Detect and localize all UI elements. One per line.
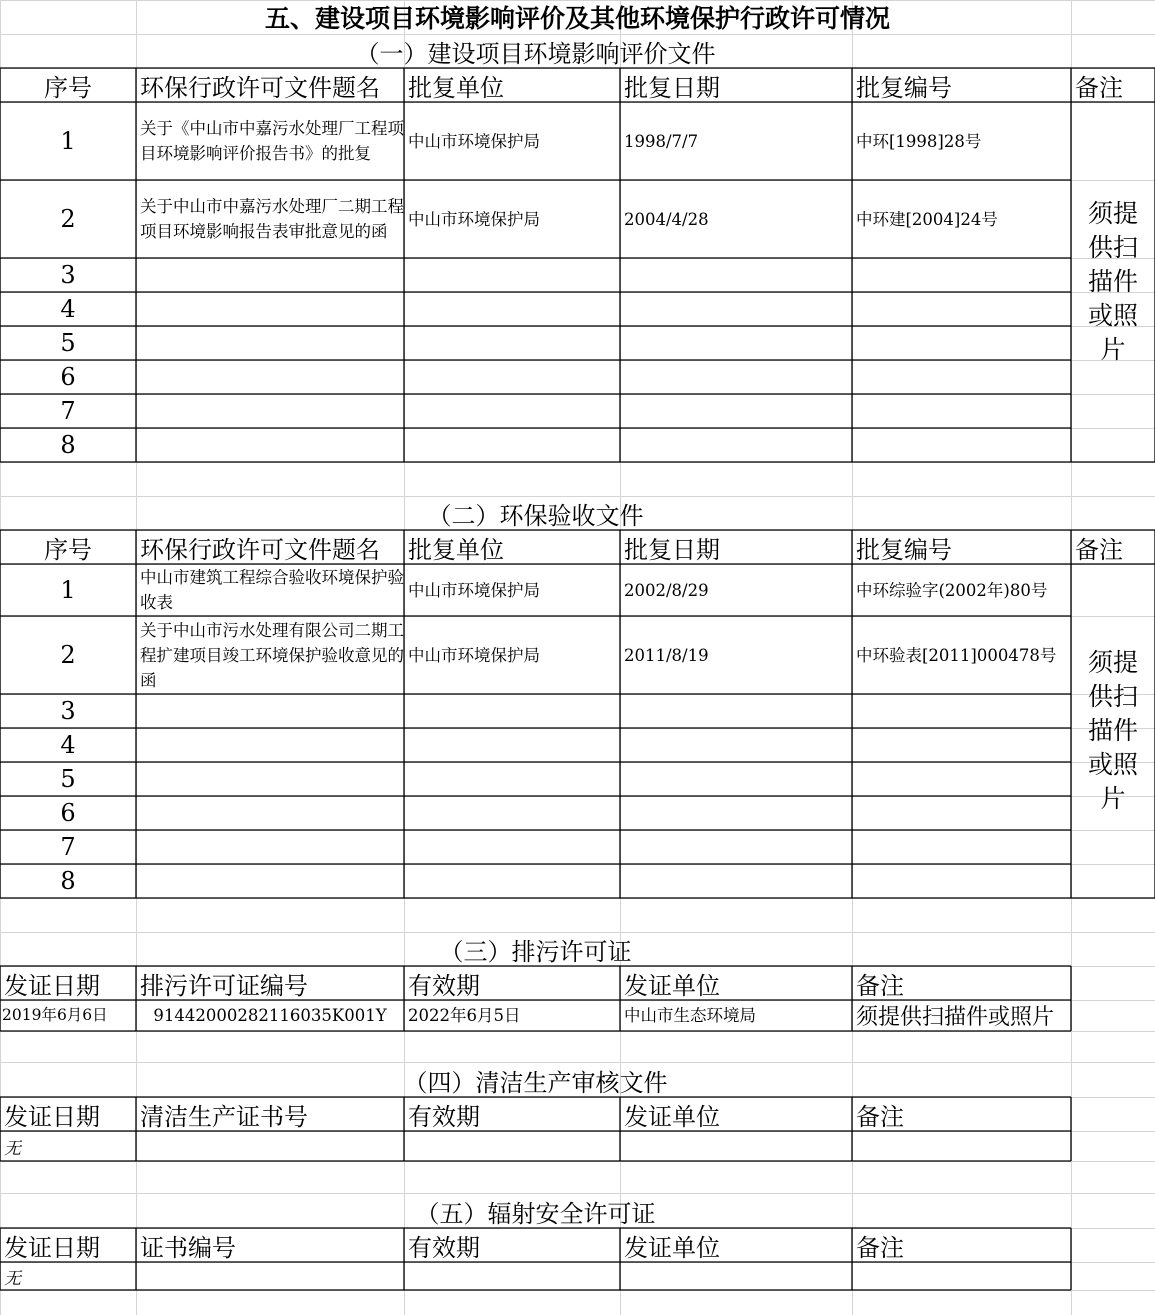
date-cell — [620, 830, 852, 864]
row-number: 5 — [60, 329, 76, 357]
value-cell — [620, 1131, 852, 1161]
date-cell — [620, 796, 852, 830]
issuer-cell — [404, 694, 620, 728]
date-cell: 2004/4/28 — [624, 209, 709, 229]
document-title-cell — [136, 864, 404, 898]
section2-title: （二）环保验收文件 — [427, 501, 644, 530]
value-cell — [852, 1131, 1071, 1161]
header-cell: 有效期 — [408, 1102, 480, 1131]
value-cell: 中山市生态环境局 — [624, 1006, 756, 1025]
header-cell: 备注 — [856, 971, 904, 1000]
header-cell: 批复日期 — [624, 73, 720, 102]
issuer-cell — [404, 728, 620, 762]
header-cell: 发证单位 — [624, 1102, 720, 1131]
header-cell: 备注 — [1075, 73, 1123, 102]
header-cell: 环保行政许可文件题名 — [140, 535, 380, 564]
section5-title: （五）辐射安全许可证 — [415, 1199, 656, 1228]
document-title-cell — [136, 728, 404, 762]
section3-title: （三）排污许可证 — [439, 937, 632, 966]
number-cell — [852, 864, 1071, 898]
issuer-cell — [404, 394, 620, 428]
value-cell — [852, 1262, 1071, 1290]
document-title-cell — [136, 394, 404, 428]
value-cell — [404, 1131, 620, 1161]
header-cell: 批复编号 — [856, 73, 952, 102]
header-cell: 证书编号 — [140, 1233, 236, 1262]
row-number: 7 — [60, 397, 76, 425]
header-cell: 批复日期 — [624, 535, 720, 564]
issuer-cell: 中山市环境保护局 — [408, 209, 540, 229]
row-number: 1 — [60, 127, 76, 155]
issuer-cell — [404, 292, 620, 326]
row-number: 3 — [60, 261, 76, 289]
header-cell: 序号 — [44, 73, 92, 102]
date-cell — [620, 762, 852, 796]
header-cell: 批复单位 — [408, 535, 504, 564]
issuer-cell: 中山市环境保护局 — [408, 645, 540, 665]
document-title-cell — [136, 694, 404, 728]
row-number: 5 — [60, 765, 76, 793]
value-cell: 2022年6月5日 — [408, 1006, 521, 1025]
date-cell — [620, 428, 852, 462]
header-cell: 备注 — [856, 1102, 904, 1131]
issuer-cell — [404, 258, 620, 292]
row-number: 8 — [60, 867, 76, 895]
row-number: 6 — [60, 363, 76, 391]
number-cell — [852, 326, 1071, 360]
issuer-cell — [404, 360, 620, 394]
date-cell: 1998/7/7 — [624, 131, 699, 151]
value-cell: 无 — [4, 1138, 21, 1159]
number-cell: 中环[1998]28号 — [856, 131, 982, 151]
document-title-cell — [136, 360, 404, 394]
row-number: 4 — [60, 295, 76, 323]
document-title-cell — [136, 326, 404, 360]
date-cell: 2011/8/19 — [624, 645, 709, 665]
row-number: 1 — [60, 576, 76, 604]
issuer-cell: 中山市环境保护局 — [408, 580, 540, 600]
header-cell: 备注 — [1075, 535, 1123, 564]
number-cell — [852, 728, 1071, 762]
number-cell — [852, 394, 1071, 428]
section1-title: （一）建设项目环境影响评价文件 — [355, 39, 716, 68]
header-cell: 序号 — [44, 535, 92, 564]
header-cell: 发证单位 — [624, 1233, 720, 1262]
document-title-cell — [136, 796, 404, 830]
value-cell — [404, 1262, 620, 1290]
row-number: 7 — [60, 833, 76, 861]
number-cell — [852, 830, 1071, 864]
value-cell — [620, 1262, 852, 1290]
document-title-cell — [136, 258, 404, 292]
header-cell: 批复编号 — [856, 535, 952, 564]
document-title-cell — [136, 762, 404, 796]
number-cell — [852, 360, 1071, 394]
header-cell: 清洁生产证书号 — [140, 1102, 308, 1131]
document-title-cell: 中山市建筑工程综合验收环境保护验收表 — [140, 568, 404, 612]
date-cell — [620, 360, 852, 394]
value-cell: 91442000282116035K001Y — [153, 1006, 387, 1025]
header-cell: 环保行政许可文件题名 — [140, 73, 380, 102]
number-cell — [852, 694, 1071, 728]
row-number: 8 — [60, 431, 76, 459]
number-cell — [852, 762, 1071, 796]
row-number: 3 — [60, 697, 76, 725]
issuer-cell — [404, 864, 620, 898]
row-number: 6 — [60, 799, 76, 827]
number-cell: 中环验表[2011]000478号 — [856, 645, 1057, 665]
date-cell: 2002/8/29 — [624, 580, 709, 600]
number-cell: 中环建[2004]24号 — [856, 209, 998, 229]
document-title-cell — [136, 292, 404, 326]
section4-title: （四）清洁生产审核文件 — [403, 1068, 668, 1097]
value-cell: 2019年6月6日 — [2, 1006, 108, 1024]
issuer-cell — [404, 428, 620, 462]
issuer-cell: 中山市环境保护局 — [408, 131, 540, 151]
number-cell — [852, 796, 1071, 830]
value-cell — [136, 1131, 404, 1161]
row-number: 2 — [60, 641, 76, 669]
number-cell: 中环综验字(2002年)80号 — [856, 580, 1048, 600]
date-cell — [620, 258, 852, 292]
header-cell: 发证日期 — [4, 1233, 100, 1262]
number-cell — [852, 258, 1071, 292]
document-title-cell: 关于中山市污水处理有限公司二期工程扩建项目竣工环境保护验收意见的函 — [140, 620, 404, 690]
value-cell — [136, 1262, 404, 1290]
header-cell: 发证日期 — [4, 971, 100, 1000]
document-title-cell: 关于中山市中嘉污水处理厂二期工程项目环境影响报告表审批意见的函 — [140, 197, 404, 241]
issuer-cell — [404, 796, 620, 830]
header-cell: 有效期 — [408, 971, 480, 1000]
issuer-cell — [404, 762, 620, 796]
value-cell: 无 — [4, 1268, 21, 1289]
number-cell — [852, 428, 1071, 462]
document-title-cell: 关于《中山市中嘉污水处理厂工程项目环境影响评价报告书》的批复 — [140, 119, 404, 163]
date-cell — [620, 728, 852, 762]
header-cell: 发证日期 — [4, 1102, 100, 1131]
number-cell — [852, 292, 1071, 326]
date-cell — [620, 326, 852, 360]
document-title-cell — [136, 428, 404, 462]
header-cell: 批复单位 — [408, 73, 504, 102]
date-cell — [620, 694, 852, 728]
remark-cell: 须提供扫描件或照片 — [1087, 199, 1138, 364]
date-cell — [620, 394, 852, 428]
issuer-cell — [404, 326, 620, 360]
date-cell — [620, 292, 852, 326]
issuer-cell — [404, 830, 620, 864]
date-cell — [620, 864, 852, 898]
row-number: 2 — [60, 205, 76, 233]
row-number: 4 — [60, 731, 76, 759]
header-cell: 备注 — [856, 1233, 904, 1262]
header-cell: 发证单位 — [624, 971, 720, 1000]
remark-cell: 须提供扫描件或照片 — [1087, 648, 1138, 813]
header-cell: 排污许可证编号 — [140, 971, 308, 1000]
page-title: 五、建设项目环境影响评价及其他环境保护行政许可情况 — [264, 4, 890, 33]
header-cell: 有效期 — [408, 1233, 480, 1262]
document-title-cell — [136, 830, 404, 864]
value-cell: 须提供扫描件或照片 — [856, 1005, 1055, 1030]
